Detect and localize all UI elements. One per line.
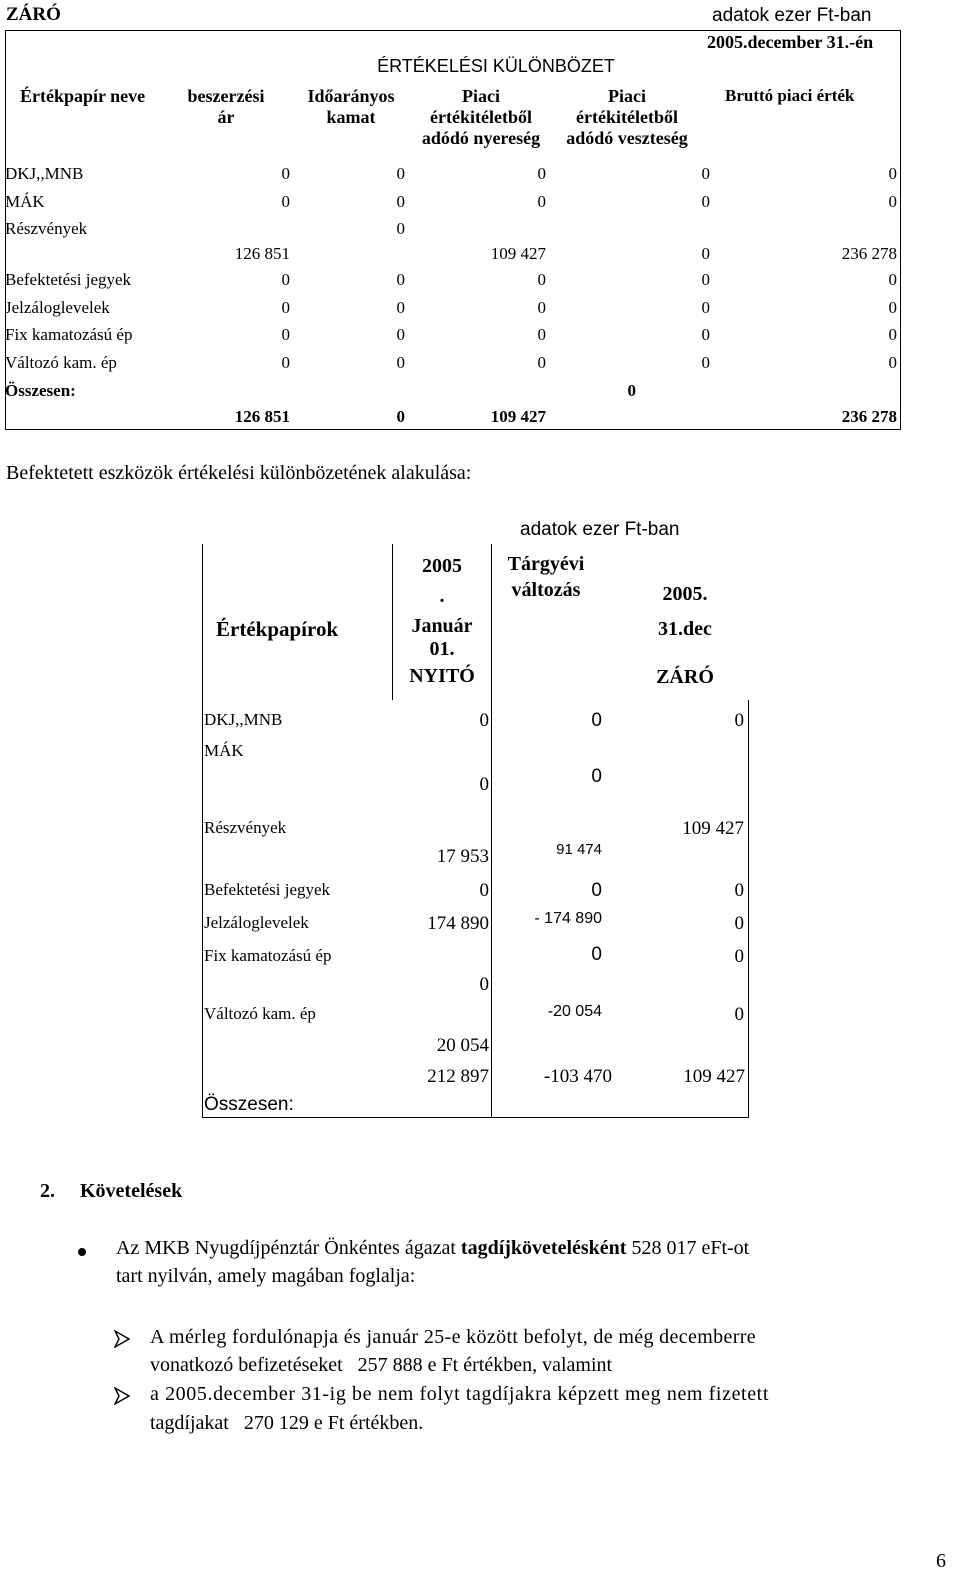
header-open: 2005 . Január 01. NYITÓ — [409, 555, 475, 687]
cell-interest: 0 — [396, 164, 405, 183]
bullet-dot-icon — [78, 1248, 86, 1256]
header-name: Értékpapír neve — [20, 86, 146, 106]
table2-left-border — [202, 544, 203, 1118]
cell-close: 0 — [734, 913, 744, 934]
cell-open: 20 054 — [436, 1035, 489, 1056]
cell-gross: 0 — [888, 353, 897, 372]
cell-change: 0 — [591, 944, 602, 965]
row-name: DKJ,,MNB — [204, 710, 283, 729]
cell-cost: 0 — [281, 164, 290, 183]
cell-gross: 0 — [888, 164, 897, 183]
cell-loss: 0 — [701, 270, 710, 289]
cell-loss: 0 — [701, 192, 710, 211]
cell-change: 0 — [591, 710, 602, 731]
bullet-line-1: Az MKB Nyugdíjpénztár Önkéntes ágazat tagdíjkövetelésként 528 017 eFt-ot — [116, 1237, 750, 1259]
cell-gain: 109 427 — [490, 407, 546, 426]
cell-change: 0 — [591, 766, 602, 787]
cell-change: -20 054 — [547, 1003, 602, 1020]
cell-interest: 0 — [396, 325, 405, 344]
cell-interest: 0 — [396, 353, 405, 372]
row-name: Fix kamatozású ép — [204, 946, 332, 965]
table1-right-border — [900, 30, 901, 430]
cell-interest: 0 — [396, 407, 405, 426]
cell-interest: 0 — [396, 192, 405, 211]
cell-open: 0 — [479, 880, 489, 901]
cell-change: 91 474 — [556, 841, 602, 858]
header-close: 2005. 31.dec ZÁRÓ — [656, 583, 714, 688]
cell-close: 109 427 — [682, 818, 744, 839]
cell-interest: 0 — [396, 270, 405, 289]
row-name: Részvények — [204, 818, 287, 837]
header-interest: Időarányos kamat — [307, 86, 395, 127]
arrow-item-line-1: a 2005.december 31-ig be nem folyt tagdíjakra képzett meg nem fizetett — [150, 1383, 769, 1405]
cell-close: 0 — [734, 710, 744, 731]
cell-cost: 0 — [281, 353, 290, 372]
section2-number: 2. — [40, 1180, 55, 1202]
arrow-bullet-icon — [114, 1387, 130, 1405]
cell-gross: 236 278 — [841, 407, 897, 426]
row-name: Jelzáloglevelek — [204, 913, 309, 932]
row-name: MÁK — [204, 741, 244, 760]
cell-gain: 0 — [537, 325, 546, 344]
header-loss: Piaci értékitéletből adódó veszteség — [566, 86, 688, 148]
cell-open: 0 — [479, 710, 489, 731]
header-gross: Bruttó piaci érték — [725, 86, 855, 105]
row-name: DKJ,,MNB — [5, 164, 84, 183]
cell-close: 109 427 — [683, 1066, 745, 1087]
cell-loss: 0 — [627, 381, 636, 400]
header-gain: Piaci értékitéletből adódó nyereség — [421, 86, 541, 148]
arrow-item-line-1: A mérleg fordulónapja és január 25-e között befolyt, de még decemberre — [150, 1326, 756, 1348]
table2-right-border — [748, 700, 749, 1118]
cell-gain: 0 — [537, 270, 546, 289]
row-name: Összesen: — [5, 381, 76, 400]
table1-bottom-border — [5, 429, 901, 430]
cell-gain: 0 — [537, 192, 546, 211]
arrow-item-line-2: vonatkozó befizetéseket 257 888 e Ft értékben, valamint — [150, 1354, 613, 1376]
row-name: Részvények — [5, 219, 88, 238]
cell-open: 212 897 — [427, 1066, 489, 1087]
section2-title: Követelések — [80, 1180, 183, 1202]
cell-close: 0 — [734, 946, 744, 967]
table2-bottom-border — [202, 1117, 749, 1118]
table1-top-border — [5, 30, 901, 31]
cell-open: 17 953 — [436, 846, 489, 867]
cell-gross: 0 — [888, 298, 897, 317]
cell-gross: 236 278 — [841, 244, 897, 263]
bullet-line-2: tart nyilván, amely magában foglalja: — [116, 1265, 416, 1287]
cell-loss: 0 — [701, 325, 710, 344]
cell-gross: 0 — [888, 270, 897, 289]
header-securities: Értékpapírok — [216, 617, 339, 641]
cell-open: 0 — [479, 774, 489, 795]
zaro-label: ZÁRÓ — [6, 4, 61, 25]
date-label: 2005.december 31.-én — [707, 32, 874, 52]
cell-gross: 0 — [888, 325, 897, 344]
units-label-1: adatok ezer Ft-ban — [712, 5, 872, 26]
units-label-2: adatok ezer Ft-ban — [520, 519, 680, 540]
row-name: Fix kamatozású ép — [5, 325, 133, 344]
arrow-bullet-icon — [114, 1330, 130, 1348]
cell-loss: 0 — [701, 298, 710, 317]
row-name: Befektetési jegyek — [204, 880, 331, 899]
cell-loss: 0 — [701, 164, 710, 183]
cell-gain: 0 — [537, 164, 546, 183]
cell-cost: 126 851 — [234, 407, 290, 426]
row-name: MÁK — [5, 192, 45, 211]
cell-change: - 174 890 — [534, 910, 602, 927]
cell-cost: 0 — [281, 298, 290, 317]
row-name: Befektetési jegyek — [5, 270, 132, 289]
header-change: Tárgyévi változás — [507, 553, 585, 601]
cell-open: 174 890 — [427, 913, 489, 934]
page-number: 6 — [936, 1550, 946, 1572]
cell-change: 0 — [591, 880, 602, 901]
row-name: Összesen: — [204, 1094, 294, 1115]
row-name: Változó kam. ép — [204, 1004, 316, 1023]
header-cost: beszerzési ár — [187, 86, 265, 127]
cell-loss: 0 — [701, 244, 710, 263]
cell-cost: 0 — [281, 192, 290, 211]
cell-gain: 109 427 — [490, 244, 546, 263]
cell-cost: 126 851 — [234, 244, 290, 263]
cell-close: 0 — [734, 880, 744, 901]
arrow-item-line-2: tagdíjakat 270 129 e Ft értékben. — [150, 1412, 424, 1434]
cell-gain: 0 — [537, 353, 546, 372]
cell-gross: 0 — [888, 192, 897, 211]
cell-interest: 0 — [396, 219, 405, 238]
row-name: Változó kam. ép — [5, 353, 117, 372]
cell-close: 0 — [734, 1004, 744, 1025]
cell-gain: 0 — [537, 298, 546, 317]
cell-cost: 0 — [281, 325, 290, 344]
cell-open: 0 — [479, 974, 489, 995]
cell-interest: 0 — [396, 298, 405, 317]
row-name: Jelzáloglevelek — [5, 298, 110, 317]
cell-change: -103 470 — [543, 1066, 612, 1087]
header-diff-title: ÉRTÉKELÉSI KÜLÖNBÖZET — [377, 56, 615, 76]
section-heading: Befektetett eszközök értékelési különbözetének alakulása: — [6, 462, 472, 484]
cell-cost: 0 — [281, 270, 290, 289]
cell-loss: 0 — [701, 353, 710, 372]
